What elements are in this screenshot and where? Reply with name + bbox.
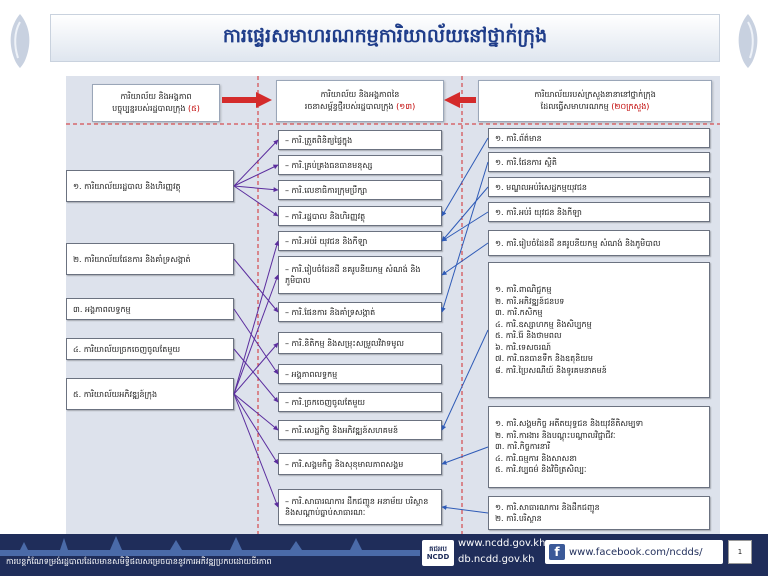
header-center-count: (១៣) <box>396 102 416 111</box>
title-bar <box>50 14 720 62</box>
right-box-6-item: ៧. ការិ.ធនធានទឹក និងឧតុនិយម <box>495 354 593 363</box>
right-box-8 <box>488 496 710 530</box>
logo-latin: NCDD <box>426 553 450 561</box>
page-title: ការផ្ទេរសមាហរណកម្មការិយាល័យនៅថ្នាក់ក្រុង <box>222 25 548 47</box>
right-box-7-item: ១. ការិ.សង្គមកិច្ច អតីតយុទ្ធជន និងយុវនីតិសម្បទា <box>495 419 644 429</box>
center-box-8: – ការិ.និតិកម្ម និងសម្រុះសម្រួលវិវាទមូល <box>278 332 442 354</box>
right-box-1: ១. ការិ.ព័ត៌មាន <box>488 128 710 148</box>
right-ornament-icon <box>734 12 762 70</box>
header-left-line1: ការិយាល័យ និងអង្គភាព <box>120 92 192 101</box>
right-box-5: ១. ការិ.រៀបចំដែនដី នគរូបនីយកម្ម សំណង់ និងភូមិបាល <box>488 230 710 256</box>
header-center <box>276 80 444 122</box>
center-box-1: – ការិ.ត្រួតពិនិត្យផ្ទៃក្នុង <box>278 130 442 150</box>
center-box-6: – ការិ.រៀបចំដែនដី នគរូបនីយកម្ម សំណង់ និងភូមិបាល <box>278 256 442 294</box>
right-box-8-item: ២. ការិ.បរិស្ថាន <box>495 514 542 523</box>
center-box-3: – ការិ.លេខាធិការក្រុមប្រឹក្សា <box>278 180 442 200</box>
center-box-9: – អង្គភាពលទ្ធកម្ម <box>278 364 442 384</box>
footer-slogan: ការបន្តកំណែទម្រង់រដ្ឋបាលដែលមានសមិទ្ធិផលសម្រេចបាននូវការអភិវឌ្ឍប្រកបដោយចីរភាព <box>6 557 272 566</box>
right-box-6-item: ១. ការិ.ពាណិជ្ជកម្ម <box>495 285 552 294</box>
right-box-2: ១. ការិ.ផែនការ ស្ថិតិ <box>488 152 710 172</box>
center-box-10: – ការិ.ច្រកចេញចូលតែមួយ <box>278 392 442 412</box>
right-box-6-item: ៤. ការិ.ឧស្សាហកម្ម និងសិប្បកម្ម <box>495 319 592 329</box>
left-box-2: ២. ការិយាល័យផែនការ និងគាំទ្រសង្កាត់ <box>66 243 234 275</box>
database-link[interactable]: db.ncdd.gov.kh <box>458 554 535 565</box>
header-right <box>478 80 712 122</box>
center-box-13: – ការិ.សាធារណការ ដឹកជញ្ជូន អនាម័យ បរិស្ថាន និងសណ្តាប់ធ្នាប់សាធារណៈ <box>278 489 442 525</box>
center-box-7: – ការិ.ផែនការ និងគាំទ្រសង្កាត់ <box>278 302 442 322</box>
right-box-8-item: ១. ការិ.សាធារណការ និងដឹកជញ្ជូន <box>495 502 600 512</box>
header-center-line1: ការិយាល័យ និងអង្គភាពនៃ <box>320 90 400 99</box>
header-left <box>92 84 220 122</box>
header-left-count: (៥) <box>187 104 200 113</box>
right-box-7-item: ៥. ការិ.វប្បធម៌ និងវិចិត្រសិល្បៈ <box>495 465 587 475</box>
facebook-icon: f <box>549 544 565 560</box>
center-box-5: – ការិ.អប់រំ យុវជន និងកីឡា <box>278 231 442 251</box>
center-box-12: – ការិ.សង្គមកិច្ច និងសុខុមាលភាពសង្គម <box>278 453 442 475</box>
facebook-link[interactable] <box>545 540 723 564</box>
header-left-line2: បច្ចុប្បន្នរបស់រដ្ឋបាលក្រុង <box>112 104 186 113</box>
header-center-line2: រចនាសម្ព័ន្ធថ្មីរបស់រដ្ឋបាលក្រុង <box>304 102 394 111</box>
logo-khmer: គជអប <box>429 545 447 553</box>
right-box-6-item: ៨. ការិ.ប្រៃសណីយ៍ និងទូរគមនាគមន៍ <box>495 365 607 375</box>
header-right-count: (២០ក្រសួង) <box>611 102 650 111</box>
header-right-line1: ការិយាល័យរបស់ក្រសួងនានានៅថ្នាក់ក្រុង <box>534 90 656 99</box>
center-box-11: – ការិ.សេដ្ឋកិច្ច និងអភិវឌ្ឍន៍សហគមន៍ <box>278 420 442 440</box>
right-box-7-item: ២. ការិ.ការងារ និងបណ្តុះបណ្តាលវិជ្ជាជីវៈ <box>495 430 616 440</box>
left-box-1: ១. ការិយាល័យរដ្ឋបាល និងហិរញ្ញវត្ថុ <box>66 170 234 202</box>
ncdd-logo <box>422 540 454 566</box>
center-box-4: – ការិ.រដ្ឋបាល និងហិរញ្ញវត្ថុ <box>278 206 442 226</box>
right-box-6-item: ៦. ការិ.ទេសចរណ៍ <box>495 342 552 352</box>
left-box-4: ៤. ការិយាល័យច្រកចេញចូលតែមួយ <box>66 338 234 360</box>
right-box-6-item: ៣. ការិ.កសិកម្ម <box>495 308 543 317</box>
right-box-6 <box>488 262 710 398</box>
center-box-2: – ការិ.គ្រប់គ្រងធនធានមនុស្ស <box>278 155 442 175</box>
header-right-line2: ដែលធ្វើសមាហរណកម្ម <box>540 102 609 111</box>
page-number: 1 <box>728 540 752 564</box>
right-box-4: ១. ការិ.អប់រំ យុវជន និងកីឡា <box>488 202 710 222</box>
right-box-7-item: ៣. ការិ.កិច្ចការនារី <box>495 442 551 452</box>
left-ornament-icon <box>6 12 34 70</box>
footer <box>0 534 768 576</box>
right-box-7 <box>488 406 710 488</box>
right-box-7-item: ៤. ការិ.ធម្មការ និងសាសនា <box>495 453 577 463</box>
left-box-5: ៥. ការិយាល័យអភិវឌ្ឍន៍ក្រុង <box>66 378 234 410</box>
right-box-3: ១. មណ្ឌលអប់រំសេដ្ឋកម្មយុវជន <box>488 177 710 197</box>
right-box-6-item: ៥. ការិ.រ៉ែ និងថាមពល <box>495 331 562 340</box>
right-box-6-item: ២. ការិ.អភិវឌ្ឍន៍ជនបទ <box>495 296 565 306</box>
temple-silhouette-icon <box>0 534 420 556</box>
facebook-url: www.facebook.com/ncdds/ <box>569 546 703 558</box>
left-box-3: ៣. អង្គភាពលទ្ធកម្ម <box>66 298 234 320</box>
website-link[interactable]: www.ncdd.gov.kh <box>458 538 546 549</box>
